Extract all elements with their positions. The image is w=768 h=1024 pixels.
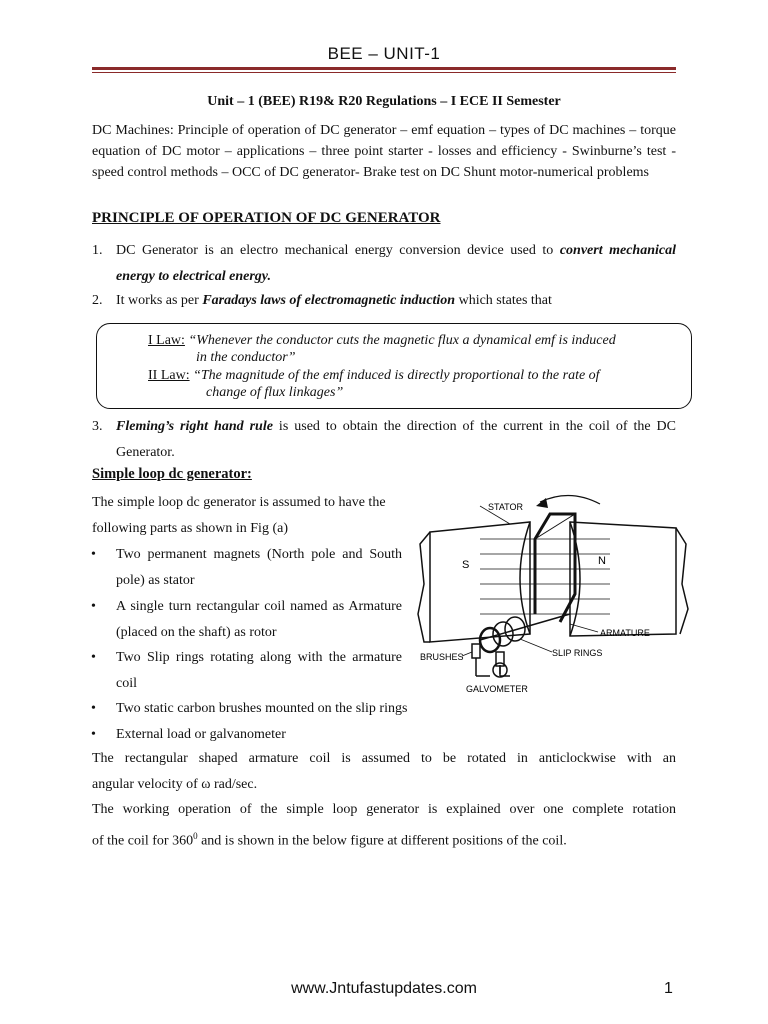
footer-url[interactable]: www.Jntufastupdates.com (291, 980, 477, 997)
magnet-s (430, 522, 530, 642)
law-2-label: II Law: (148, 368, 190, 383)
law-2-continued: change of flux linkages” (206, 385, 344, 400)
item-emphasis: Faradays laws of electromagnetic induction (202, 293, 456, 308)
rotation-paragraph-2: angular velocity of ω rad/sec. (92, 777, 258, 792)
page-number: 1 (664, 980, 673, 997)
slip-ring (505, 617, 525, 641)
label-n: N (598, 555, 606, 567)
item-emphasis: Fleming’s right hand rule (116, 419, 273, 434)
label-galvometer: GALVOMETER (466, 684, 528, 694)
working-paragraph-2 (92, 823, 567, 855)
bullet-text: Two permanent magnets (North pole and South pole) as stator (116, 547, 402, 588)
bullet-text: A single turn rectangular coil named as Armature (placed on the shaft) as rotor (116, 599, 402, 640)
item-number: 1. (92, 243, 103, 258)
working-paragraph: The working operation of the simple loop generator is explained over one complete rotation (92, 802, 676, 817)
label-stator: STATOR (488, 502, 524, 512)
bullet-text: Two static carbon brushes mounted on the slip rings (116, 701, 408, 716)
working-text-tail: and is shown in the below figure at different positions of the coil. (197, 833, 567, 849)
label-s: S (462, 559, 470, 571)
list-item: • Two permanent magnets (North pole and South pole) as stator (92, 542, 402, 594)
degree-superscript: 0 (193, 831, 198, 841)
working-text: of the coil for 360 (92, 833, 194, 849)
list-item (92, 238, 676, 290)
item-text-tail: is used to obtain the direction of the current in the coil of the DC Generator. (116, 419, 676, 460)
item-emphasis: convert mechanical energy to electrical energy. (116, 243, 676, 284)
bullet-text: External load or galvanometer (116, 727, 286, 742)
sub-heading: Simple loop dc generator: (92, 466, 252, 482)
law-1-label: I Law: (148, 333, 185, 348)
item-text-tail: which states that (455, 293, 552, 308)
item-text: DC Generator is an electro mechanical energy conversion device used to (116, 243, 560, 258)
intro-paragraph: The simple loop dc generator is assumed to have the following parts as shown in Fig (a) (92, 495, 386, 536)
header-rule-thin (92, 72, 676, 73)
label-slip-rings: SLIP RINGS (552, 648, 603, 658)
law-1-text: “Whenever the conductor cuts the magnetic flux a dynamical emf is induced (184, 333, 616, 348)
item-number: 3. (92, 419, 103, 434)
dc-generator-figure (410, 484, 690, 699)
unit-title: Unit – 1 (BEE) R19& R20 Regulations – I ECE II Semester (207, 94, 561, 109)
list-item (92, 414, 676, 466)
list-item: • A single turn rectangular coil named as Armature (placed on the shaft) as rotor (92, 594, 402, 646)
label-armature: ARMATURE (600, 628, 650, 638)
list-item: • Two Slip rings rotating along with the armature coil (92, 645, 402, 697)
bullet-text: Two Slip rings rotating along with the armature coil (116, 650, 402, 691)
syllabus-paragraph: DC Machines: Principle of operation of DC generator – emf equation – types of DC machines – torque equation of DC motor – applications – three point starter - losses and efficiency - Swinburne’s test - speed control methods – OCC of DC generator- Brake test on DC Shunt motor-numerical problems (92, 123, 676, 180)
list-item (92, 288, 676, 314)
section-heading: PRINCIPLE OF OPERATION OF DC GENERATOR (92, 210, 441, 226)
item-text: It works as per (116, 293, 203, 308)
header-title: BEE – UNIT-1 (327, 44, 441, 63)
law-2-text: “The magnitude of the emf induced is directly proportional to the rate of (189, 368, 600, 383)
rotation-paragraph: The rectangular shaped armature coil is assumed to be rotated in anticlockwise with an (92, 751, 676, 766)
list-item: • External load or galvanometer (92, 722, 402, 748)
item-number: 2. (92, 293, 103, 308)
armature-coil (535, 514, 575, 622)
list-item: • Two static carbon brushes mounted on the slip rings (92, 696, 492, 722)
brush (472, 644, 480, 658)
law-2 (148, 368, 688, 384)
law-1 (148, 333, 688, 349)
header-rule (92, 67, 676, 70)
label-brushes: BRUSHES (420, 652, 464, 662)
rotation-arrow-icon (536, 498, 548, 508)
law-1-continued: in the conductor” (196, 350, 296, 365)
